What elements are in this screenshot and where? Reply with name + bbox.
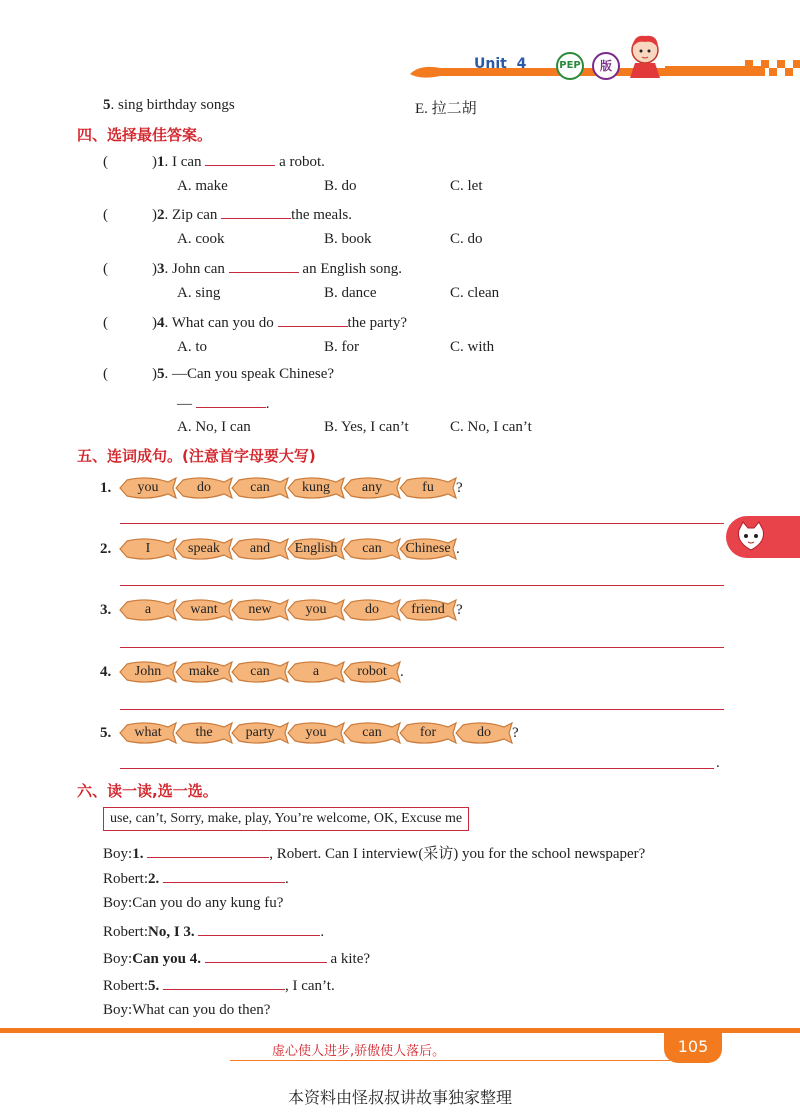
dialog-line-1: Boy:1. , Robert. Can I interview(采访) you for the school newspaper? (103, 842, 645, 863)
q5-option-b[interactable]: B. Yes, I can’t (324, 419, 409, 435)
q5-option-a[interactable]: A. No, I can (177, 419, 251, 435)
fish-word: can (362, 725, 382, 740)
q4-option-b[interactable]: B. for (324, 339, 359, 355)
fish-word: do (197, 480, 211, 495)
word-fish-card[interactable] (174, 476, 234, 500)
fish-word: a (144, 602, 152, 617)
unit-label: Unit 4 (474, 56, 527, 72)
dialog-line-5: Boy:Can you 4. a kite? (103, 948, 370, 968)
answer-blank[interactable] (278, 312, 348, 327)
q5-response-line: — . (177, 393, 270, 413)
sentence-number: 4. (100, 664, 112, 680)
fish-word: the (195, 725, 213, 740)
sentence-number: 1. (100, 480, 112, 496)
match-item-5: 5. sing birthday songs (103, 97, 235, 113)
fish-word: you (305, 725, 327, 740)
fish-word: speak (188, 541, 220, 556)
fish-word: new (248, 602, 272, 617)
fish-word: a (312, 664, 320, 679)
q3-option-c[interactable]: C. clean (450, 285, 500, 301)
footer-motto: 虚心使人进步,骄傲使人落后。 (272, 1044, 446, 1059)
q2-option-c[interactable]: C. do (450, 231, 483, 247)
section5-title: 五、连词成句。(注意首字母要大写) (77, 447, 316, 465)
q2-option-b[interactable]: B. book (324, 231, 372, 247)
q1-option-c[interactable]: C. let (450, 178, 483, 194)
word-fish-card[interactable] (118, 476, 178, 500)
sentence-number: 2. (100, 541, 112, 557)
fish-word: do (365, 602, 379, 617)
word-fish-card[interactable] (286, 598, 346, 622)
word-fish-card[interactable] (174, 598, 234, 622)
section4-title: 四、选择最佳答案。 (77, 126, 213, 144)
word-fish-card[interactable] (342, 537, 402, 561)
edition-badge: 版 (592, 52, 620, 80)
sentence-number: 3. (100, 602, 112, 618)
word-fish-card[interactable] (230, 537, 290, 561)
q1-option-b[interactable]: B. do (324, 178, 357, 194)
sentence-end-mark: ? (512, 725, 519, 741)
word-fish-card[interactable] (286, 660, 346, 684)
sentence-end-mark: ? (456, 480, 463, 496)
word-fish-card[interactable] (230, 476, 290, 500)
fish-word: Chinese (405, 541, 451, 556)
word-fish-card[interactable] (286, 721, 346, 745)
dialog-blank-5[interactable] (163, 975, 285, 990)
word-fish-card[interactable] (118, 598, 178, 622)
fish-word: you (137, 480, 159, 495)
fish-word: do (477, 725, 491, 740)
fish-word: fu (422, 480, 434, 495)
fish-word: party (245, 725, 275, 740)
fish-word: can (362, 541, 382, 556)
dialog-blank-4[interactable] (205, 948, 327, 963)
word-fish-card[interactable] (342, 598, 402, 622)
q5-option-c[interactable]: C. No, I can’t (450, 419, 532, 435)
word-fish-card[interactable] (398, 721, 458, 745)
dialog-blank-3[interactable] (198, 921, 320, 936)
word-fish-card[interactable] (174, 660, 234, 684)
answer-line[interactable] (120, 768, 714, 769)
dialog-line-6: Robert:5. , I can’t. (103, 975, 335, 995)
question-2: ( )2. Zip can the meals. (103, 204, 352, 224)
fish-word: and (249, 541, 271, 556)
fish-word: robot (357, 664, 387, 679)
dialog-line-3: Boy:Can you do any kung fu? (103, 895, 284, 911)
word-fish-card[interactable] (342, 660, 402, 684)
word-fish-card[interactable] (118, 660, 178, 684)
credit-line: 本资料由怪叔叔讲故事独家整理 (287, 1088, 512, 1107)
word-fish-card[interactable] (342, 476, 402, 500)
answer-blank[interactable] (229, 258, 299, 273)
word-fish-card[interactable] (118, 721, 178, 745)
side-tab (726, 516, 800, 558)
word-fish-card[interactable] (230, 660, 290, 684)
page-number: 105 (677, 1037, 709, 1056)
q2-option-a[interactable]: A. cook (177, 231, 225, 247)
fish-word: any (361, 480, 383, 495)
pep-badge: PEP (556, 52, 584, 80)
question-5: ( )5. —Can you speak Chinese? (103, 366, 335, 382)
fish-word: for (419, 725, 437, 740)
q3-option-b[interactable]: B. dance (324, 285, 377, 301)
dialog-blank-1[interactable] (147, 843, 269, 858)
mascot-girl-icon (620, 30, 670, 80)
answer-line[interactable] (120, 523, 724, 524)
word-fish-card[interactable] (174, 537, 234, 561)
answer-blank[interactable] (196, 393, 266, 408)
fish-word: can (250, 664, 270, 679)
word-fish-card[interactable] (230, 598, 290, 622)
sentence-number: 5. (100, 725, 112, 741)
section6-title: 六、读一读,选一选。 (77, 782, 218, 800)
fish-word: friend (411, 602, 445, 617)
answer-blank[interactable] (205, 151, 275, 166)
q3-option-a[interactable]: A. sing (177, 285, 221, 301)
match-answer-e: E. 拉二胡 (415, 101, 477, 117)
word-fish-card[interactable] (230, 721, 290, 745)
fish-word: John (134, 664, 162, 679)
sentence-end-mark: . (456, 541, 460, 557)
word-fish-card[interactable] (398, 537, 458, 561)
question-4: ( )4. What can you do the party? (103, 312, 407, 332)
fish-word: make (188, 664, 220, 679)
answer-line[interactable] (120, 647, 724, 648)
word-fish-card[interactable] (398, 476, 458, 500)
dialog-blank-2[interactable] (163, 868, 285, 883)
sentence-end-mark: . (400, 664, 404, 680)
fish-word: want (190, 602, 218, 617)
answer-line[interactable] (120, 709, 724, 710)
cat-mascot-icon (734, 520, 768, 554)
fish-word: English (294, 541, 338, 556)
word-bank: use, can’t, Sorry, make, play, You’re welcome, OK, Excuse me (103, 807, 469, 831)
dialog-line-2: Robert:2. . (103, 868, 289, 888)
word-fish-card[interactable] (398, 598, 458, 622)
sentence-end-mark: ? (456, 602, 463, 618)
dialog-line-7: Boy:What can you do then? (103, 1002, 271, 1018)
fish-word: what (134, 725, 162, 740)
word-fish-card[interactable] (174, 721, 234, 745)
footer-rule (230, 1060, 670, 1061)
dialog-line-4: Robert:No, I 3. . (103, 921, 324, 941)
final-period: . (716, 755, 720, 771)
q1-option-a[interactable]: A. make (177, 178, 228, 194)
fish-word: I (145, 541, 151, 556)
q4-option-a[interactable]: A. to (177, 339, 207, 355)
question-3: ( )3. John can an English song. (103, 258, 402, 278)
answer-blank[interactable] (221, 204, 291, 219)
word-fish-card[interactable] (454, 721, 514, 745)
word-fish-card[interactable] (342, 721, 402, 745)
answer-line[interactable] (120, 585, 724, 586)
fish-word: can (250, 480, 270, 495)
q4-option-c[interactable]: C. with (450, 339, 495, 355)
word-fish-card[interactable] (286, 537, 346, 561)
word-fish-card[interactable] (286, 476, 346, 500)
fish-word: you (305, 602, 327, 617)
question-1: ( )1. I can a robot. (103, 151, 325, 171)
fish-word: kung (302, 480, 330, 495)
word-fish-card[interactable] (118, 537, 178, 561)
